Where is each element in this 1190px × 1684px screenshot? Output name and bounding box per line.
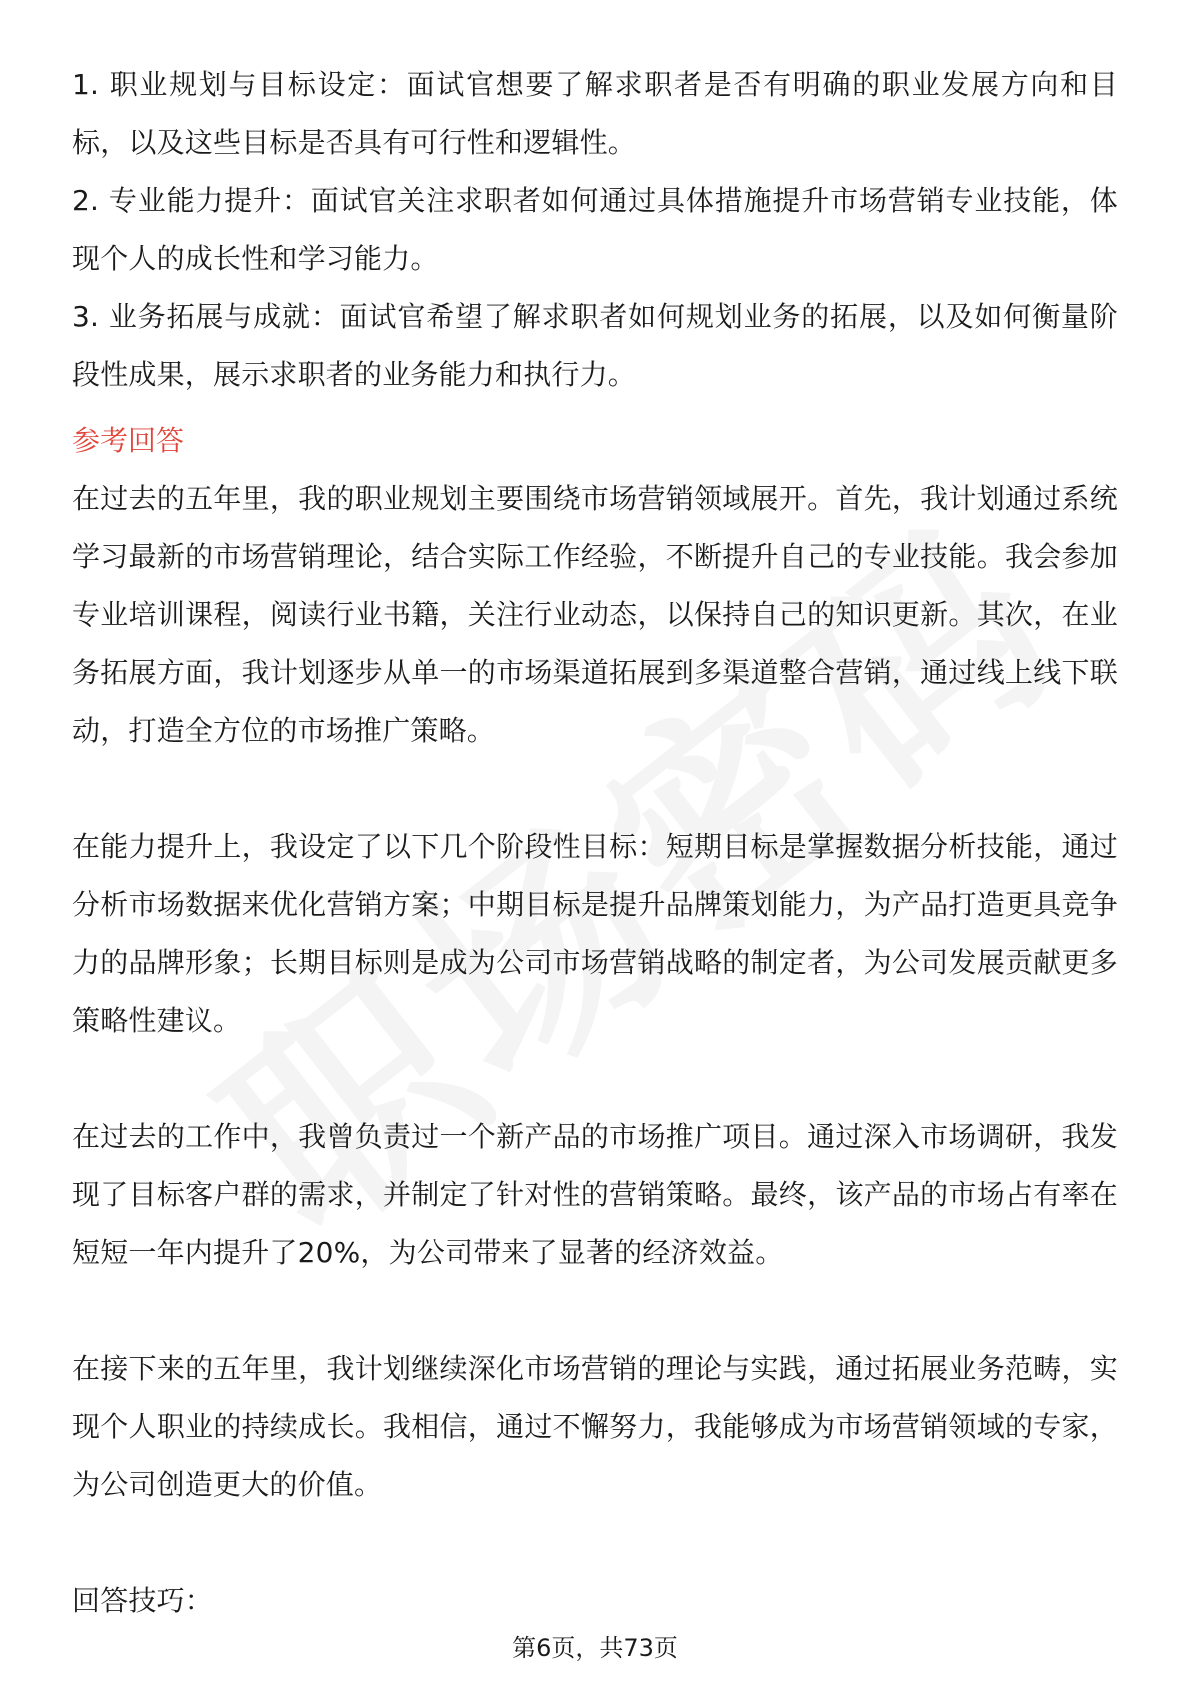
point-item: 3. 业务拓展与成就：面试官希望了解求职者如何规划业务的拓展，以及如何衡量阶段性成果，展示求职者的业务能力和执行力。	[72, 300, 1118, 391]
page-number: 第6页，共73页	[512, 1634, 678, 1662]
answer-paragraph: 在能力提升上，我设定了以下几个阶段性目标：短期目标是掌握数据分析技能，通过分析市场数据来优化营销方案；中期目标是提升品牌策划能力，为产品打造更具竞争力的品牌形象；长期目标则是成为公司市场营销战略的制定者，为公司发展贡献更多策略性建议。	[72, 830, 1118, 1037]
point-item: 2. 专业能力提升：面试官关注求职者如何通过具体措施提升市场营销专业技能，体现个人的成长性和学习能力。	[72, 184, 1118, 275]
point-item: 1. 职业规划与目标设定：面试官想要了解求职者是否有明确的职业发展方向和目标，以及这些目标是否具有可行性和逻辑性。	[72, 68, 1118, 159]
tips-label: 回答技巧：	[72, 1584, 214, 1617]
answer-section-title: 参考回答	[72, 424, 185, 457]
answer-paragraph: 在接下来的五年里，我计划继续深化市场营销的理论与实践，通过拓展业务范畴，实现个人职业的持续成长。我相信，通过不懈努力，我能够成为市场营销领域的专家，为公司创造更大的价值。	[72, 1352, 1118, 1501]
answer-paragraph: 在过去的五年里，我的职业规划主要围绕市场营销领域展开。首先，我计划通过系统学习最新的市场营销理论，结合实际工作经验，不断提升自己的专业技能。我会参加专业培训课程，阅读行业书籍，关注行业动态，以保持自己的知识更新。其次，在业务拓展方面，我计划逐步从单一的市场渠道拓展到多渠道整合营销，通过线上线下联动，打造全方位的市场推广策略。	[72, 482, 1118, 747]
document-body	[72, 56, 1118, 1630]
answer-paragraph: 在过去的工作中，我曾负责过一个新产品的市场推广项目。通过深入市场调研，我发现了目标客户群的需求，并制定了针对性的营销策略。最终，该产品的市场占有率在短短一年内提升了20%，为公司带来了显著的经济效益。	[72, 1120, 1118, 1269]
